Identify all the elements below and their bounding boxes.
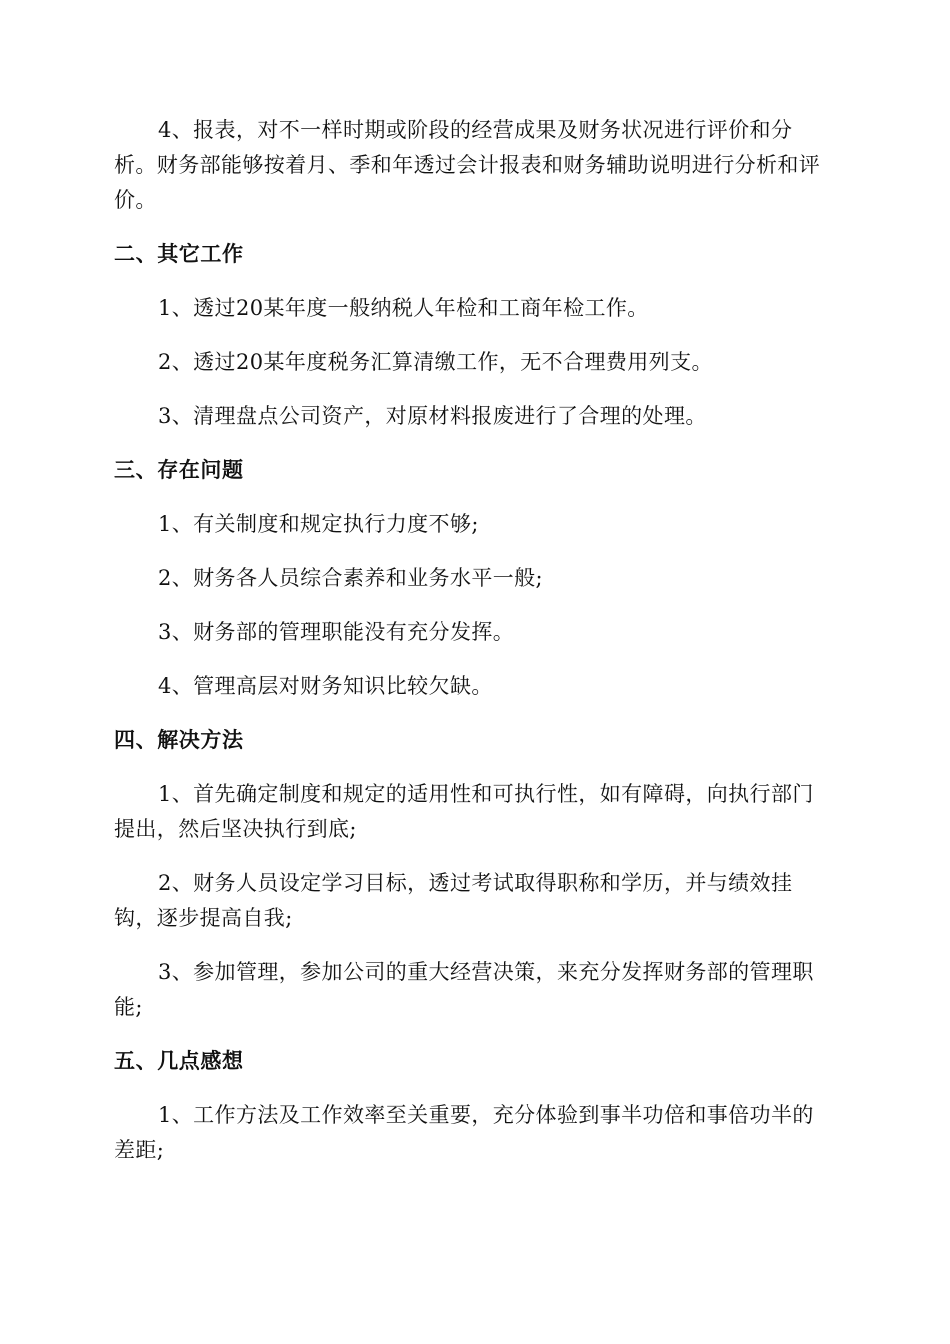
section-heading-solutions: 四、解决方法 <box>114 728 244 752</box>
list-item: 1、首先确定制度和规定的适用性和可执行性，如有障碍，向执行部门提出，然后坚决执行到底; <box>114 782 814 841</box>
list-item: 3、清理盘点公司资产，对原材料报废进行了合理的处理。 <box>158 404 707 428</box>
list-item: 2、财务各人员综合素养和业务水平一般; <box>158 566 544 590</box>
section-heading-other-work: 二、其它工作 <box>114 242 244 266</box>
paragraph-intro: 4、报表，对不一样时期或阶段的经营成果及财务状况进行评价和分析。财务部能够按着月、季和年透过会计报表和财务辅助说明进行分析和评价。 <box>114 118 821 212</box>
list-item: 1、透过20某年度一般纳税人年检和工商年检工作。 <box>158 296 649 320</box>
document-body <box>114 113 834 1168</box>
list-item: 1、工作方法及工作效率至关重要，充分体验到事半功倍和事倍功半的差距; <box>114 1103 814 1162</box>
list-item: 3、参加管理，参加公司的重大经营决策，来充分发挥财务部的管理职能; <box>114 960 814 1019</box>
section-heading-reflections: 五、几点感想 <box>114 1049 244 1073</box>
list-item: 4、管理高层对财务知识比较欠缺。 <box>158 674 493 698</box>
list-item: 1、有关制度和规定执行力度不够; <box>158 512 479 536</box>
list-item: 2、财务人员设定学习目标，透过考试取得职称和学历，并与绩效挂钩，逐步提高自我; <box>114 871 793 930</box>
section-heading-problems: 三、存在问题 <box>114 458 244 482</box>
list-item: 2、透过20某年度税务汇算清缴工作，无不合理费用列支。 <box>158 350 713 374</box>
list-item: 3、财务部的管理职能没有充分发挥。 <box>158 620 515 644</box>
